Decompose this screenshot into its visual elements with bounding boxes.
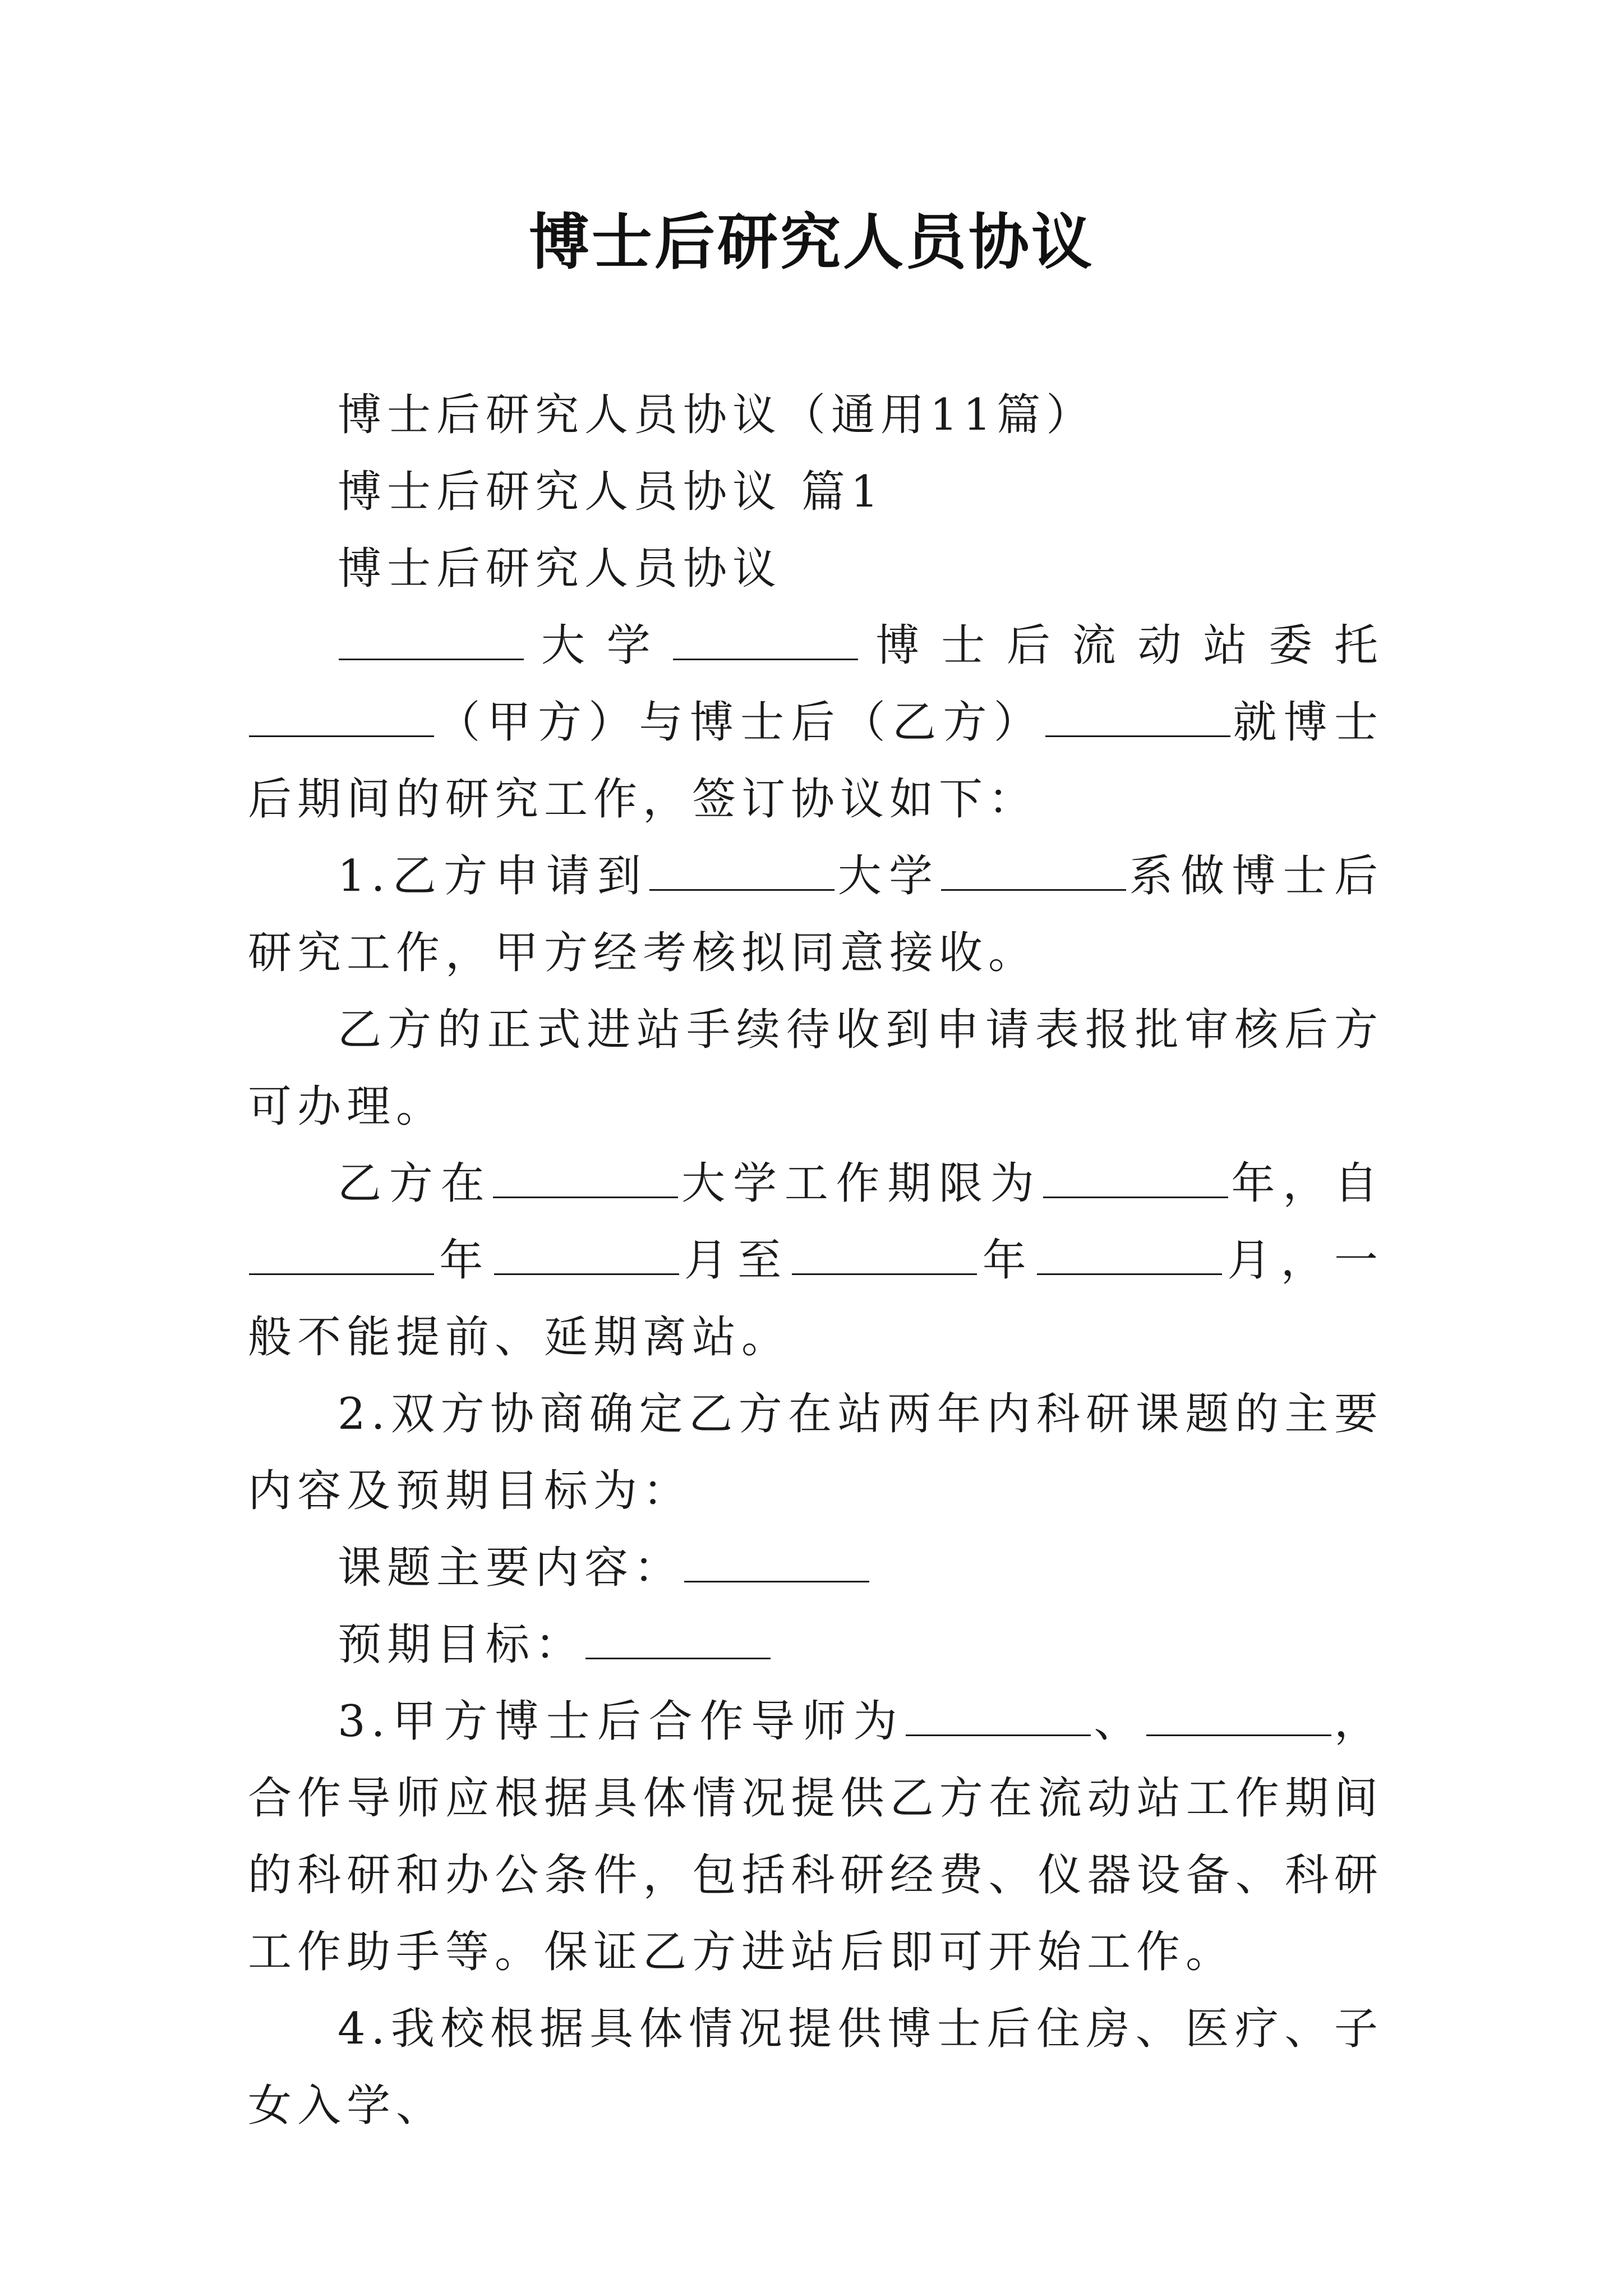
intro-text-3: （甲方）与博士后（乙方） (435, 697, 1045, 748)
blank-clause1-university (649, 852, 834, 891)
term-text-7: 月，一般不能提前、延期离站。 (248, 1235, 1384, 1363)
intro-text-1: 大学 (525, 620, 672, 671)
doc-heading-line (248, 531, 1384, 608)
blank-end-year (792, 1236, 977, 1275)
term-text-1: 乙方在 (338, 1158, 492, 1209)
clause-2-paragraph (248, 1376, 1384, 1530)
blank-party-a (249, 698, 434, 737)
term-text-4: 年 (435, 1235, 493, 1286)
blank-term-university (493, 1159, 678, 1198)
blank-university (339, 622, 524, 660)
chapter-heading-line (248, 454, 1384, 531)
clause-4-paragraph (248, 1991, 1384, 2145)
blank-start-year (249, 1236, 434, 1275)
term-text-2: 大学工作期限为 (679, 1158, 1042, 1209)
clause-4-text: 4.我校根据具体情况提供博士后住房、医疗、子女入学、 (248, 2004, 1384, 2131)
blank-topic (684, 1544, 869, 1582)
document-title: 博士后研究人员协议 (528, 208, 1094, 278)
clause-3-text-2: 、 (1092, 1696, 1145, 1747)
term-text-3: 年，自 (1229, 1158, 1384, 1209)
intro-paragraph (248, 608, 1384, 838)
blank-start-month (494, 1236, 679, 1275)
chapter-heading-text: 博士后研究人员协议 篇1 (338, 467, 884, 517)
intro-text-2: 博士后流动站委托 (859, 620, 1384, 671)
clause-1-text-2: 大学 (836, 851, 940, 901)
topic-label: 课题主要内容： (338, 1543, 684, 1593)
clause-1-text-3: 系做博士后研究工作，甲方经考核拟同意接收。 (248, 851, 1384, 978)
blank-advisor-2 (1146, 1697, 1331, 1736)
intro-text-4: 就博士后期间的研究工作，签订协议如下： (248, 697, 1384, 825)
clause-1-paragraph (248, 838, 1384, 992)
clause-2-topic-line (248, 1530, 1384, 1607)
blank-station (673, 622, 858, 660)
term-text-6: 年 (978, 1235, 1036, 1286)
clause-3-paragraph (248, 1683, 1384, 1991)
document-body (248, 377, 1384, 2145)
blank-term-years (1043, 1159, 1228, 1198)
clause-1-note-paragraph (248, 992, 1384, 1145)
clause-2-goal-line (248, 1607, 1384, 1683)
clause-3-text-1: 3.甲方博士后合作导师为 (338, 1696, 905, 1747)
blank-party-b (1045, 698, 1230, 737)
clause-2-text: 2.双方协商确定乙方在站两年内科研课题的主要内容及预期目标为： (248, 1389, 1384, 1516)
clause-3-text-3: ，合作导师应根据具体情况提供乙方在流动站工作期间的科研和办公条件，包括科研经费、仪器设备、科研工作助手等。保证乙方进站后即可开始工作。 (248, 1696, 1384, 1977)
subtitle-text: 博士后研究人员协议（通用11篇） (338, 390, 1096, 440)
doc-heading-text: 博士后研究人员协议 (338, 544, 782, 594)
goal-label: 预期目标： (338, 1619, 585, 1670)
blank-clause1-department (941, 852, 1126, 891)
blank-end-month (1037, 1236, 1222, 1275)
clause-1-note-text: 乙方的正式进站手续待收到申请表报批审核后方可办理。 (248, 1005, 1384, 1132)
subtitle-line (248, 377, 1384, 454)
clause-1-text-1: 1.乙方申请到 (338, 851, 649, 901)
blank-advisor-1 (906, 1697, 1091, 1736)
clause-1-term-paragraph (248, 1145, 1384, 1376)
term-text-5: 月至 (680, 1235, 791, 1286)
blank-goal (585, 1621, 771, 1659)
